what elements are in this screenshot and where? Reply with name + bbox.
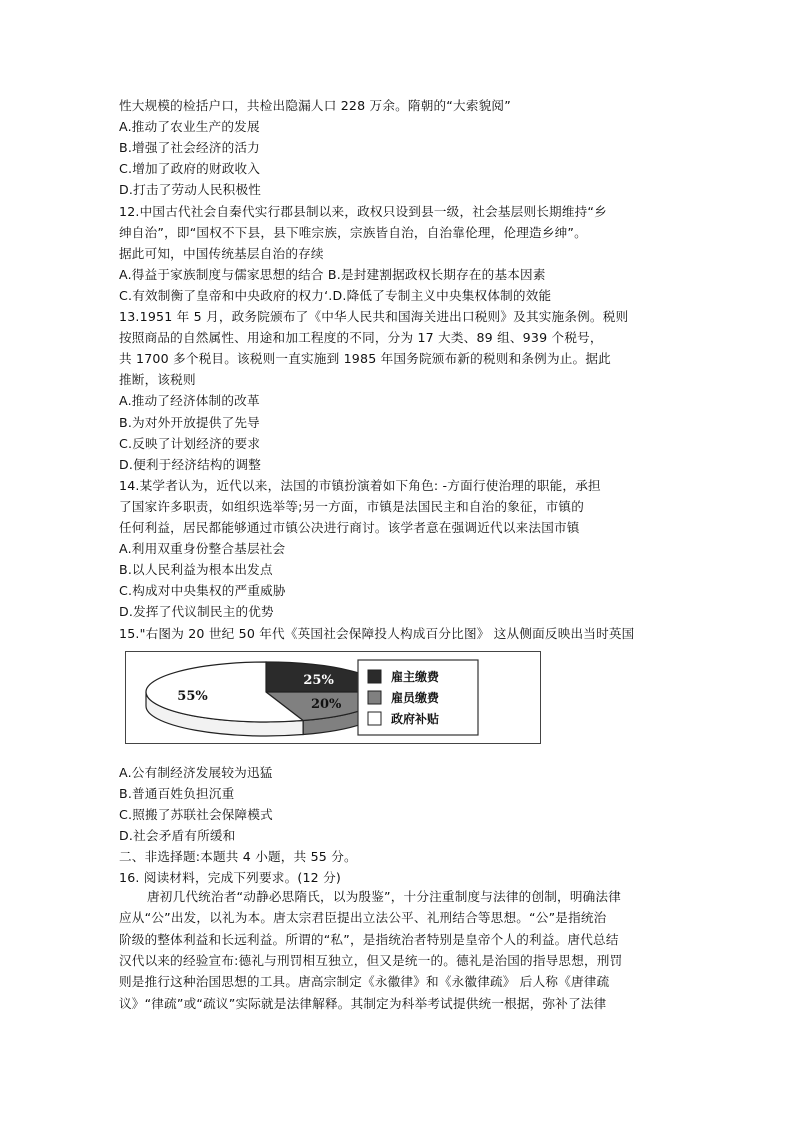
text-line: D.发挥了代议制民主的优势	[119, 604, 274, 620]
text-line: 共 1700 多个税目。该税则一直实施到 1985 年国务院颁布新的税则和条例为止。据此	[119, 351, 611, 367]
text-line: 12.中国古代社会自秦代实行郡县制以来，政权只设到县一级，社会基层则长期维持“乡	[119, 203, 607, 219]
text-line: 16. 阅读材料，完成下列要求。(12 分)	[119, 870, 342, 885]
text-line: C.构成对中央集权的严重威胁	[119, 583, 286, 599]
text-line: A.推动了农业生产的发展	[119, 119, 260, 135]
text-line: C.反映了计划经济的要求	[119, 435, 261, 451]
text-line: B.普通百姓负担沉重	[119, 786, 235, 801]
text-line: B.为对外开放提供了先导	[119, 414, 260, 430]
pie-data-label: 25%	[303, 672, 334, 688]
text-line: 15."右图为 20 世纪 50 年代《英国社会保障投人构成百分比图》 这从侧面反映出当时英国	[119, 625, 635, 641]
text-line: C.有效制衡了皇帝和中央政府的权力‘.D.降低了专制主义中央集权体制的效能	[119, 287, 552, 303]
text-line: 则是推行这种治国思想的工具。唐高宗制定《永徽律》和《永徽律疏》 后人称《唐律疏	[119, 974, 610, 990]
text-line: B.增强了社会经济的活力	[119, 140, 260, 156]
text-line: 13.1951 年 5 月，政务院颁布了《中华人民共和国海关进出口税则》及其实施条例。税则	[119, 309, 629, 324]
text-line: 性大规模的检括户口，共检出隐漏人口 228 万余。隋朝的“大索貌阅”	[119, 98, 511, 113]
text-line: C.照搬了苏联社会保障模式	[119, 807, 273, 822]
text-line: 应从“公”出发，以礼为本。唐太宗君臣提出立法公平、礼刑结合等思想。“公”是指统治	[119, 910, 607, 926]
legend-swatch	[368, 712, 381, 725]
text-line: 任何利益，居民都能够通过市镇公决进行商讨。该学者意在强调近代以来法国市镇	[119, 520, 580, 535]
text-line: 据此可知，中国传统基层自治的存续	[119, 245, 324, 261]
pie-chart	[126, 652, 542, 745]
pie-data-label: 55%	[177, 688, 208, 704]
pie-chart-figure	[125, 651, 541, 744]
legend-label: 雇主缴费	[391, 670, 440, 684]
text-line: A.利用双重身份整合基层社会	[119, 541, 286, 557]
text-line: D.打击了劳动人民积极性	[119, 182, 262, 198]
text-line: 议》“律疏”或“疏议”实际就是法律解释。其制定为科举考试提供统一根据，弥补了法律	[119, 995, 607, 1011]
legend-swatch	[368, 670, 381, 683]
text-line: 唐初几代统治者“动静必思隋氏，以为殷鉴”，十分注重制度与法律的创制，明确法律	[147, 889, 622, 904]
text-line: D.社会矛盾有所缓和	[119, 828, 236, 843]
text-line: 汉代以来的经验宣布:德礼与刑罚相互独立，但又是统一的。德礼是治国的指导思想，刑罚	[119, 952, 623, 968]
pie-data-label: 20%	[310, 696, 342, 712]
text-line: 了国家许多职责，如组织选举等;另一方面，市镇是法国民主和自治的象征，市镇的	[119, 498, 585, 514]
text-line: 14.某学者认为，近代以来，法国的市镇扮演着如下角色: -方面行使治理的职能，承担	[119, 477, 601, 493]
text-line: 阶级的整体利益和长远利益。所谓的“私”，是指统治者特别是皇帝个人的利益。唐代总结	[119, 931, 619, 947]
text-line: 按照商品的自然属性、用途和加工程度的不同，分为 17 大类、89 组、939 个税号，	[119, 330, 603, 346]
text-line: C.增加了政府的财政收入	[119, 161, 261, 177]
legend-swatch	[368, 691, 381, 704]
text-line: 推断，该税则	[119, 372, 196, 388]
text-line: 绅自治”，即“国权不下县，县下唯宗族，宗族皆自治，自治靠伦理，伦理造乡绅”。	[119, 224, 587, 240]
text-line: A.公有制经济发展较为迅猛	[119, 765, 273, 780]
text-line: A.推动了经济体制的改革	[119, 393, 260, 409]
text-line: D.便利于经济结构的调整	[119, 456, 262, 472]
legend-label: 政府补贴	[391, 712, 440, 726]
text-line: B.以人民利益为根本出发点	[119, 562, 273, 578]
legend-label: 雇员缴费	[391, 691, 440, 705]
text-line: A.得益于家族制度与儒家思想的结合 B.是封建割据政权长期存在的基本因素	[119, 266, 546, 282]
text-line: 二、非选择题:本题共 4 小题，共 55 分。	[119, 849, 357, 864]
